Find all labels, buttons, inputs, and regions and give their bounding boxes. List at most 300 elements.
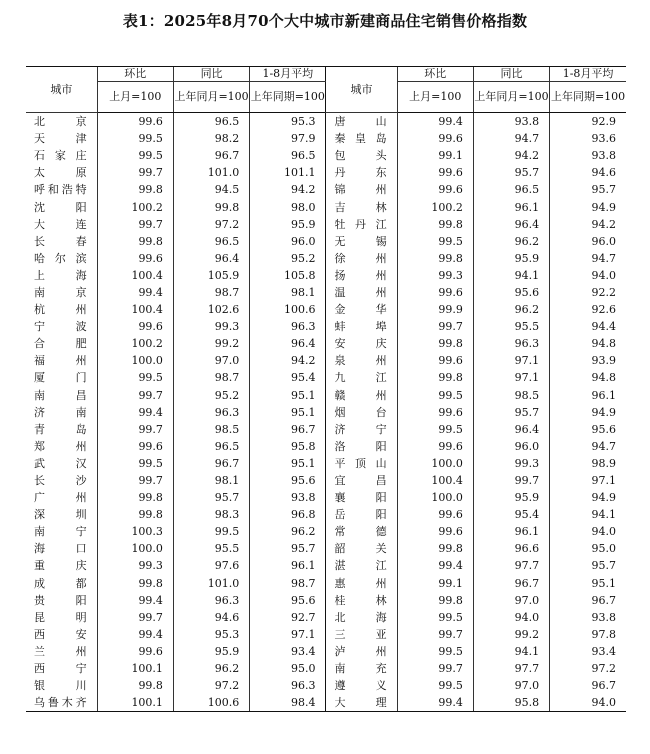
avg-value: 94.4: [550, 318, 626, 335]
mom-value: 100.0: [97, 540, 173, 557]
avg-value: 95.6: [550, 421, 626, 438]
city-name: 无 锡: [326, 233, 397, 250]
yoy-value: 95.4: [473, 506, 549, 523]
mom-value: 100.1: [97, 660, 173, 677]
avg-value: 97.8: [550, 626, 626, 643]
avg-value: 96.7: [550, 677, 626, 694]
city-name: 合 肥: [34, 337, 87, 351]
avg-value: 97.1: [250, 626, 326, 643]
yoy-value: 96.5: [173, 233, 249, 250]
yoy-value: 95.6: [473, 284, 549, 301]
avg-base-header: 上年同期=100: [250, 82, 326, 113]
mom-value: 99.6: [397, 523, 473, 540]
city-name: 呼和浩特: [34, 183, 87, 197]
table-row: [26, 130, 626, 147]
mom-value: 99.8: [397, 250, 473, 267]
avg-value: 93.6: [550, 130, 626, 147]
yoy-value: 98.2: [173, 130, 249, 147]
mom-value: 99.9: [397, 301, 473, 318]
avg-value: 98.7: [250, 575, 326, 592]
yoy-value: 101.0: [173, 164, 249, 181]
table-header: [26, 67, 626, 113]
yoy-value: 105.9: [173, 267, 249, 284]
yoy-value: 95.5: [473, 318, 549, 335]
avg-value: 94.9: [550, 198, 626, 215]
mom-value: 99.6: [397, 284, 473, 301]
city-name: 厦 门: [34, 371, 87, 385]
table-row: [26, 233, 626, 250]
avg-value: 93.8: [250, 489, 326, 506]
avg-value: 95.8: [250, 438, 326, 455]
table-row: [26, 335, 626, 352]
avg-value: 95.2: [250, 250, 326, 267]
avg-value: 93.4: [250, 643, 326, 660]
avg-value: 94.8: [550, 335, 626, 352]
mom-value: 100.3: [97, 523, 173, 540]
mom-value: 99.8: [397, 540, 473, 557]
mom-value: 99.7: [97, 609, 173, 626]
avg-value: 95.0: [550, 540, 626, 557]
mom-value: 99.5: [97, 369, 173, 386]
yoy-value: 96.6: [473, 540, 549, 557]
yoy-value: 96.5: [173, 438, 249, 455]
city-name: 长 沙: [34, 474, 87, 488]
yoy-value: 97.7: [473, 557, 549, 574]
table-row: [26, 660, 626, 677]
mom-value: 99.5: [397, 421, 473, 438]
city-name: 杭 州: [34, 303, 87, 317]
avg-header: 1-8月平均: [250, 67, 326, 82]
avg-value: 95.7: [550, 181, 626, 198]
mom-value: 100.0: [97, 352, 173, 369]
table-row: [26, 575, 626, 592]
mom-value: 99.7: [97, 421, 173, 438]
city-name: 石家庄: [34, 149, 87, 163]
mom-value: 99.1: [397, 147, 473, 164]
mom-value: 99.7: [397, 626, 473, 643]
city-name: 长 春: [34, 234, 87, 248]
mom-value: 99.6: [97, 318, 173, 335]
yoy-value: 99.8: [173, 198, 249, 215]
table-row: [26, 421, 626, 438]
avg-value: 95.4: [250, 369, 326, 386]
yoy-value: 95.7: [173, 489, 249, 506]
table-row: [26, 267, 626, 284]
mom-value: 99.8: [397, 335, 473, 352]
avg-base-header: 上年同期=100: [550, 82, 626, 113]
table-row: [26, 301, 626, 318]
yoy-value: 99.2: [173, 335, 249, 352]
city-name: 深 圳: [34, 508, 87, 522]
mom-value: 99.4: [97, 626, 173, 643]
avg-value: 98.1: [250, 284, 326, 301]
city-name: 秦皇岛: [326, 130, 397, 147]
yoy-value: 95.8: [473, 694, 549, 712]
avg-value: 94.7: [550, 250, 626, 267]
table-row: [26, 506, 626, 523]
city-name: 南 昌: [34, 388, 87, 402]
avg-value: 96.3: [250, 677, 326, 694]
table-row: [26, 540, 626, 557]
avg-value: 94.0: [550, 267, 626, 284]
mom-value: 100.1: [97, 694, 173, 712]
city-name: 西 宁: [34, 662, 87, 676]
mom-value: 99.4: [397, 557, 473, 574]
yoy-value: 94.5: [173, 181, 249, 198]
avg-value: 100.6: [250, 301, 326, 318]
yoy-value: 101.0: [173, 575, 249, 592]
mom-value: 99.6: [397, 181, 473, 198]
city-name: 青 岛: [34, 422, 87, 436]
yoy-value: 96.3: [173, 592, 249, 609]
yoy-value: 94.1: [473, 643, 549, 660]
avg-value: 94.6: [550, 164, 626, 181]
avg-value: 96.2: [250, 523, 326, 540]
yoy-header: 同比: [473, 67, 549, 82]
table-row: [26, 609, 626, 626]
avg-value: 96.7: [250, 421, 326, 438]
yoy-value: 95.2: [173, 387, 249, 404]
yoy-value: 96.2: [473, 301, 549, 318]
city-name: 赣 州: [326, 387, 397, 404]
mom-value: 99.5: [397, 677, 473, 694]
city-name: 福 州: [34, 354, 87, 368]
yoy-value: 96.7: [473, 575, 549, 592]
mom-value: 99.4: [97, 592, 173, 609]
table-row: [26, 113, 626, 131]
yoy-value: 97.1: [473, 352, 549, 369]
city-name: 三 亚: [326, 626, 397, 643]
avg-value: 94.9: [550, 489, 626, 506]
yoy-value: 97.7: [473, 660, 549, 677]
city-name: 西 安: [34, 627, 87, 641]
avg-value: 98.0: [250, 198, 326, 215]
mom-header: 环比: [97, 67, 173, 82]
avg-value: 93.4: [550, 643, 626, 660]
mom-value: 100.4: [97, 301, 173, 318]
avg-value: 92.2: [550, 284, 626, 301]
avg-value: 96.4: [250, 335, 326, 352]
mom-value: 100.0: [397, 489, 473, 506]
yoy-value: 98.5: [473, 387, 549, 404]
city-name: 襄 阳: [326, 489, 397, 506]
mom-value: 99.6: [397, 130, 473, 147]
city-name: 沈 阳: [34, 200, 87, 214]
yoy-value: 96.7: [173, 455, 249, 472]
mom-value: 99.4: [397, 694, 473, 712]
avg-value: 95.3: [250, 113, 326, 131]
mom-value: 100.2: [97, 335, 173, 352]
city-name: 天 津: [34, 132, 87, 146]
yoy-value: 96.4: [173, 250, 249, 267]
yoy-value: 95.7: [473, 164, 549, 181]
city-name: 武 汉: [34, 456, 87, 470]
city-name: 金 华: [326, 301, 397, 318]
city-name: 南 京: [34, 285, 87, 299]
yoy-value: 96.7: [173, 147, 249, 164]
city-name: 广 州: [34, 491, 87, 505]
yoy-value: 96.3: [473, 335, 549, 352]
table-row: [26, 369, 626, 386]
avg-value: 93.9: [550, 352, 626, 369]
yoy-value: 98.7: [173, 369, 249, 386]
table-row: [26, 523, 626, 540]
mom-value: 99.5: [397, 609, 473, 626]
city-name: 锦 州: [326, 181, 397, 198]
yoy-value: 93.8: [473, 113, 549, 131]
mom-value: 99.8: [97, 233, 173, 250]
city-name: 安 庆: [326, 335, 397, 352]
city-name: 岳 阳: [326, 506, 397, 523]
yoy-value: 95.5: [173, 540, 249, 557]
avg-value: 94.2: [250, 181, 326, 198]
yoy-value: 98.5: [173, 421, 249, 438]
yoy-value: 94.0: [473, 609, 549, 626]
table-row: [26, 489, 626, 506]
avg-value: 96.5: [250, 147, 326, 164]
avg-value: 95.1: [550, 575, 626, 592]
city-name: 平顶山: [326, 455, 397, 472]
city-name: 九 江: [326, 369, 397, 386]
avg-value: 94.0: [550, 523, 626, 540]
mom-value: 99.6: [97, 113, 173, 131]
table-row: [26, 387, 626, 404]
mom-value: 99.1: [397, 575, 473, 592]
yoy-value: 97.6: [173, 557, 249, 574]
yoy-value: 96.4: [473, 421, 549, 438]
table-row: [26, 164, 626, 181]
yoy-value: 96.4: [473, 216, 549, 233]
mom-value: 100.2: [397, 198, 473, 215]
mom-value: 100.0: [397, 455, 473, 472]
mom-value: 99.5: [97, 147, 173, 164]
mom-value: 100.4: [97, 267, 173, 284]
avg-value: 101.1: [250, 164, 326, 181]
city-name: 哈尔滨: [34, 251, 87, 265]
mom-value: 99.8: [97, 575, 173, 592]
city-name: 北 京: [34, 115, 87, 129]
city-name: 贵 阳: [34, 593, 87, 607]
yoy-value: 96.2: [473, 233, 549, 250]
city-name: 北 海: [326, 609, 397, 626]
table-row: [26, 352, 626, 369]
avg-value: 97.2: [550, 660, 626, 677]
table-row: [26, 438, 626, 455]
yoy-header: 同比: [173, 67, 249, 82]
city-name: 大 连: [34, 217, 87, 231]
table-row: [26, 284, 626, 301]
avg-value: 95.6: [250, 592, 326, 609]
mom-base-header: 上月=100: [397, 82, 473, 113]
yoy-value: 98.3: [173, 506, 249, 523]
table-row: [26, 181, 626, 198]
mom-value: 99.3: [97, 557, 173, 574]
city-name: 泸 州: [326, 643, 397, 660]
avg-value: 95.0: [250, 660, 326, 677]
mom-value: 100.4: [397, 472, 473, 489]
avg-value: 94.2: [550, 216, 626, 233]
city-name: 牡丹江: [326, 216, 397, 233]
yoy-value: 96.5: [473, 181, 549, 198]
yoy-base-header: 上年同月=100: [173, 82, 249, 113]
avg-value: 95.1: [250, 404, 326, 421]
mom-value: 99.8: [397, 216, 473, 233]
table-row: [26, 404, 626, 421]
avg-value: 94.0: [550, 694, 626, 712]
yoy-value: 99.7: [473, 472, 549, 489]
avg-value: 96.3: [250, 318, 326, 335]
avg-value: 95.6: [250, 472, 326, 489]
yoy-value: 99.5: [173, 523, 249, 540]
table-row: [26, 198, 626, 215]
mom-value: 99.4: [97, 404, 173, 421]
mom-value: 99.6: [97, 438, 173, 455]
mom-value: 99.7: [397, 318, 473, 335]
avg-value: 97.9: [250, 130, 326, 147]
mom-value: 99.8: [97, 677, 173, 694]
table-row: [26, 643, 626, 660]
yoy-value: 97.0: [173, 352, 249, 369]
city-name: 常 德: [326, 523, 397, 540]
yoy-value: 97.0: [473, 677, 549, 694]
table-row: [26, 216, 626, 233]
avg-value: 96.1: [550, 387, 626, 404]
city-name: 济 宁: [326, 421, 397, 438]
city-name: 桂 林: [326, 592, 397, 609]
table-row: [26, 250, 626, 267]
city-name: 济 南: [34, 405, 87, 419]
city-name: 重 庆: [34, 559, 87, 573]
city-name: 扬 州: [326, 267, 397, 284]
mom-value: 99.3: [397, 267, 473, 284]
city-name: 包 头: [326, 147, 397, 164]
city-name: 兰 州: [34, 644, 87, 658]
avg-value: 95.7: [550, 557, 626, 574]
city-name: 韶 关: [326, 540, 397, 557]
avg-value: 98.9: [550, 455, 626, 472]
city-name: 烟 台: [326, 404, 397, 421]
city-name: 大 理: [326, 694, 397, 712]
table-row: [26, 592, 626, 609]
mom-value: 99.7: [97, 216, 173, 233]
city-name: 温 州: [326, 284, 397, 301]
yoy-value: 96.2: [173, 660, 249, 677]
city-name: 昆 明: [34, 610, 87, 624]
avg-value: 92.6: [550, 301, 626, 318]
yoy-value: 97.1: [473, 369, 549, 386]
city-name: 南 宁: [34, 525, 87, 539]
avg-value: 96.1: [250, 557, 326, 574]
city-name: 唐 山: [326, 113, 397, 131]
yoy-base-header: 上年同月=100: [473, 82, 549, 113]
yoy-value: 97.2: [173, 216, 249, 233]
yoy-value: 95.9: [473, 489, 549, 506]
yoy-value: 94.1: [473, 267, 549, 284]
avg-value: 105.8: [250, 267, 326, 284]
mom-value: 99.5: [397, 233, 473, 250]
yoy-value: 95.3: [173, 626, 249, 643]
yoy-value: 98.1: [173, 472, 249, 489]
avg-value: 97.1: [550, 472, 626, 489]
mom-value: 99.4: [97, 284, 173, 301]
mom-value: 99.5: [397, 643, 473, 660]
mom-value: 99.5: [97, 130, 173, 147]
table-body: [26, 113, 626, 712]
mom-value: 99.7: [397, 660, 473, 677]
city-name: 徐 州: [326, 250, 397, 267]
yoy-value: 96.5: [173, 113, 249, 131]
avg-value: 95.1: [250, 387, 326, 404]
price-index-table: [26, 66, 626, 712]
yoy-value: 100.6: [173, 694, 249, 712]
avg-value: 96.8: [250, 506, 326, 523]
mom-value: 99.6: [97, 643, 173, 660]
avg-value: 94.2: [250, 352, 326, 369]
city-header: 城市: [326, 67, 397, 113]
mom-value: 99.6: [97, 250, 173, 267]
avg-value: 94.7: [550, 438, 626, 455]
mom-value: 99.6: [397, 438, 473, 455]
mom-value: 100.2: [97, 198, 173, 215]
table-row: [26, 677, 626, 694]
yoy-value: 94.7: [473, 130, 549, 147]
avg-value: 95.1: [250, 455, 326, 472]
avg-value: 92.9: [550, 113, 626, 131]
avg-value: 96.0: [550, 233, 626, 250]
mom-header: 环比: [397, 67, 473, 82]
mom-value: 99.6: [397, 404, 473, 421]
yoy-value: 94.2: [473, 147, 549, 164]
avg-value: 95.9: [250, 216, 326, 233]
yoy-value: 94.6: [173, 609, 249, 626]
city-name: 成 都: [34, 576, 87, 590]
yoy-value: 96.3: [173, 404, 249, 421]
city-name: 丹 东: [326, 164, 397, 181]
city-name: 湛 江: [326, 557, 397, 574]
table-title: 表1：2025年8月70个大中城市新建商品住宅销售价格指数: [122, 12, 528, 30]
yoy-value: 95.7: [473, 404, 549, 421]
table-row: [26, 694, 626, 712]
city-name: 银 川: [34, 679, 87, 693]
avg-value: 93.8: [550, 147, 626, 164]
yoy-value: 96.0: [473, 438, 549, 455]
yoy-value: 102.6: [173, 301, 249, 318]
table-row: [26, 147, 626, 164]
yoy-value: 97.0: [473, 592, 549, 609]
avg-value: 92.7: [250, 609, 326, 626]
city-name: 蚌 埠: [326, 318, 397, 335]
yoy-value: 96.1: [473, 198, 549, 215]
city-name: 遵 义: [326, 677, 397, 694]
avg-value: 94.8: [550, 369, 626, 386]
table-row: [26, 455, 626, 472]
avg-value: 95.7: [250, 540, 326, 557]
city-name: 太 原: [34, 166, 87, 180]
table-row: [26, 472, 626, 489]
mom-value: 99.7: [97, 472, 173, 489]
mom-value: 99.6: [397, 352, 473, 369]
mom-value: 99.5: [397, 387, 473, 404]
yoy-value: 98.7: [173, 284, 249, 301]
city-name: 宜 昌: [326, 472, 397, 489]
city-name: 郑 州: [34, 439, 87, 453]
table-row: [26, 557, 626, 574]
mom-value: 99.5: [97, 455, 173, 472]
city-name: 上 海: [34, 268, 87, 282]
mom-value: 99.7: [97, 387, 173, 404]
yoy-value: 99.3: [173, 318, 249, 335]
mom-value: 99.8: [97, 506, 173, 523]
